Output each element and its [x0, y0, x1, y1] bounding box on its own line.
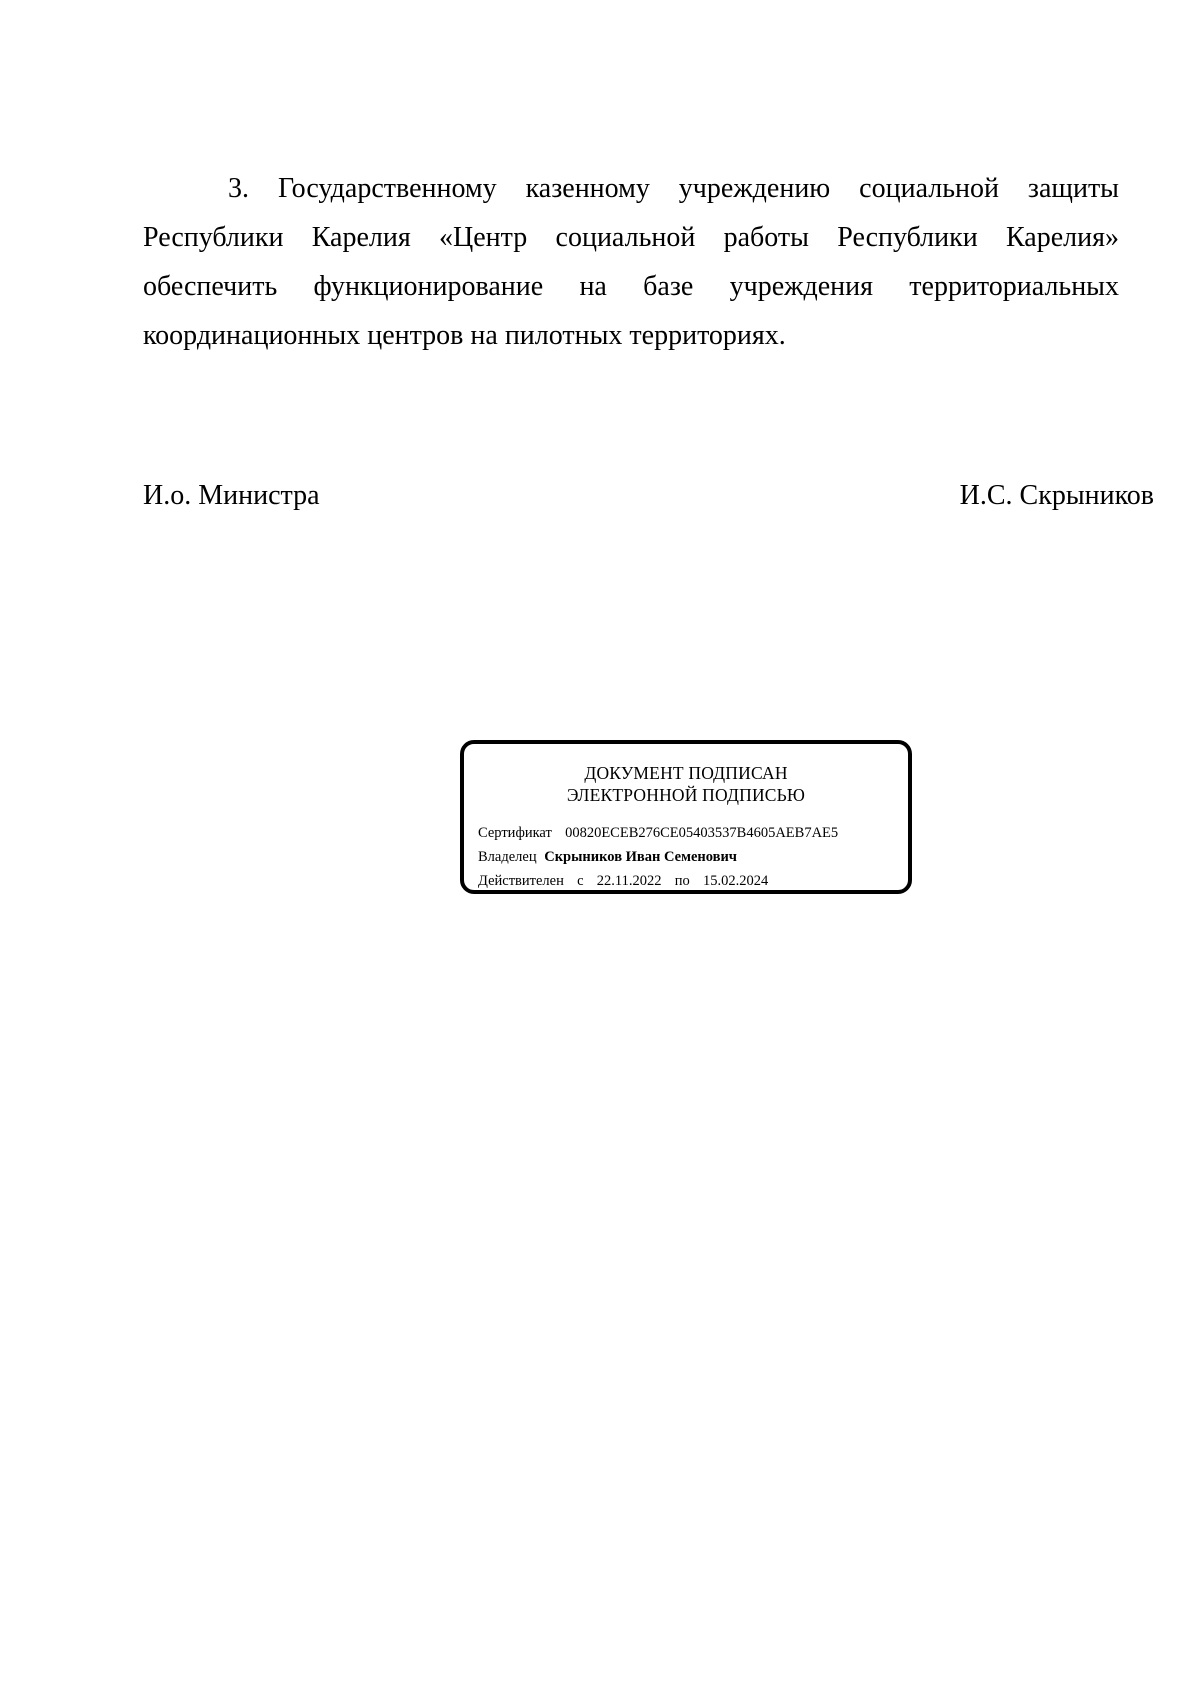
electronic-signature-stamp — [460, 740, 912, 894]
valid-from-label: с — [577, 873, 584, 889]
valid-to-date: 15.02.2024 — [703, 873, 769, 889]
stamp-header — [464, 762, 908, 806]
stamp-validity-line — [478, 872, 768, 890]
valid-to-label: по — [674, 873, 690, 889]
owner-value: Скрыников Иван Семенович — [544, 849, 737, 865]
owner-label: Владелец — [478, 849, 537, 865]
stamp-header-line-1: ДОКУМЕНТ ПОДПИСАН — [584, 763, 788, 783]
order-paragraph-3: 3. Государственному казенному учреждению социальной защиты Республики Карелия «Центр социальной работы Республики Карелия» обеспечить функционирование на базе учреждения территориальных координационных центров на пилотных территориях. — [143, 173, 1119, 351]
stamp-owner-line — [478, 848, 737, 866]
stamp-certificate-line — [478, 824, 838, 842]
valid-label: Действителен — [478, 873, 564, 889]
signatory-name: И.С. Скрыников — [959, 480, 1154, 511]
valid-from-date: 22.11.2022 — [596, 873, 662, 889]
stamp-header-line-2: ЭЛЕКТРОННОЙ ПОДПИСЬЮ — [566, 785, 806, 805]
certificate-value: 00820ECEB276CE05403537B4605AEB7AE5 — [565, 825, 839, 841]
signatory-position: И.о. Министра — [143, 480, 320, 511]
certificate-label: Сертификат — [478, 825, 552, 841]
